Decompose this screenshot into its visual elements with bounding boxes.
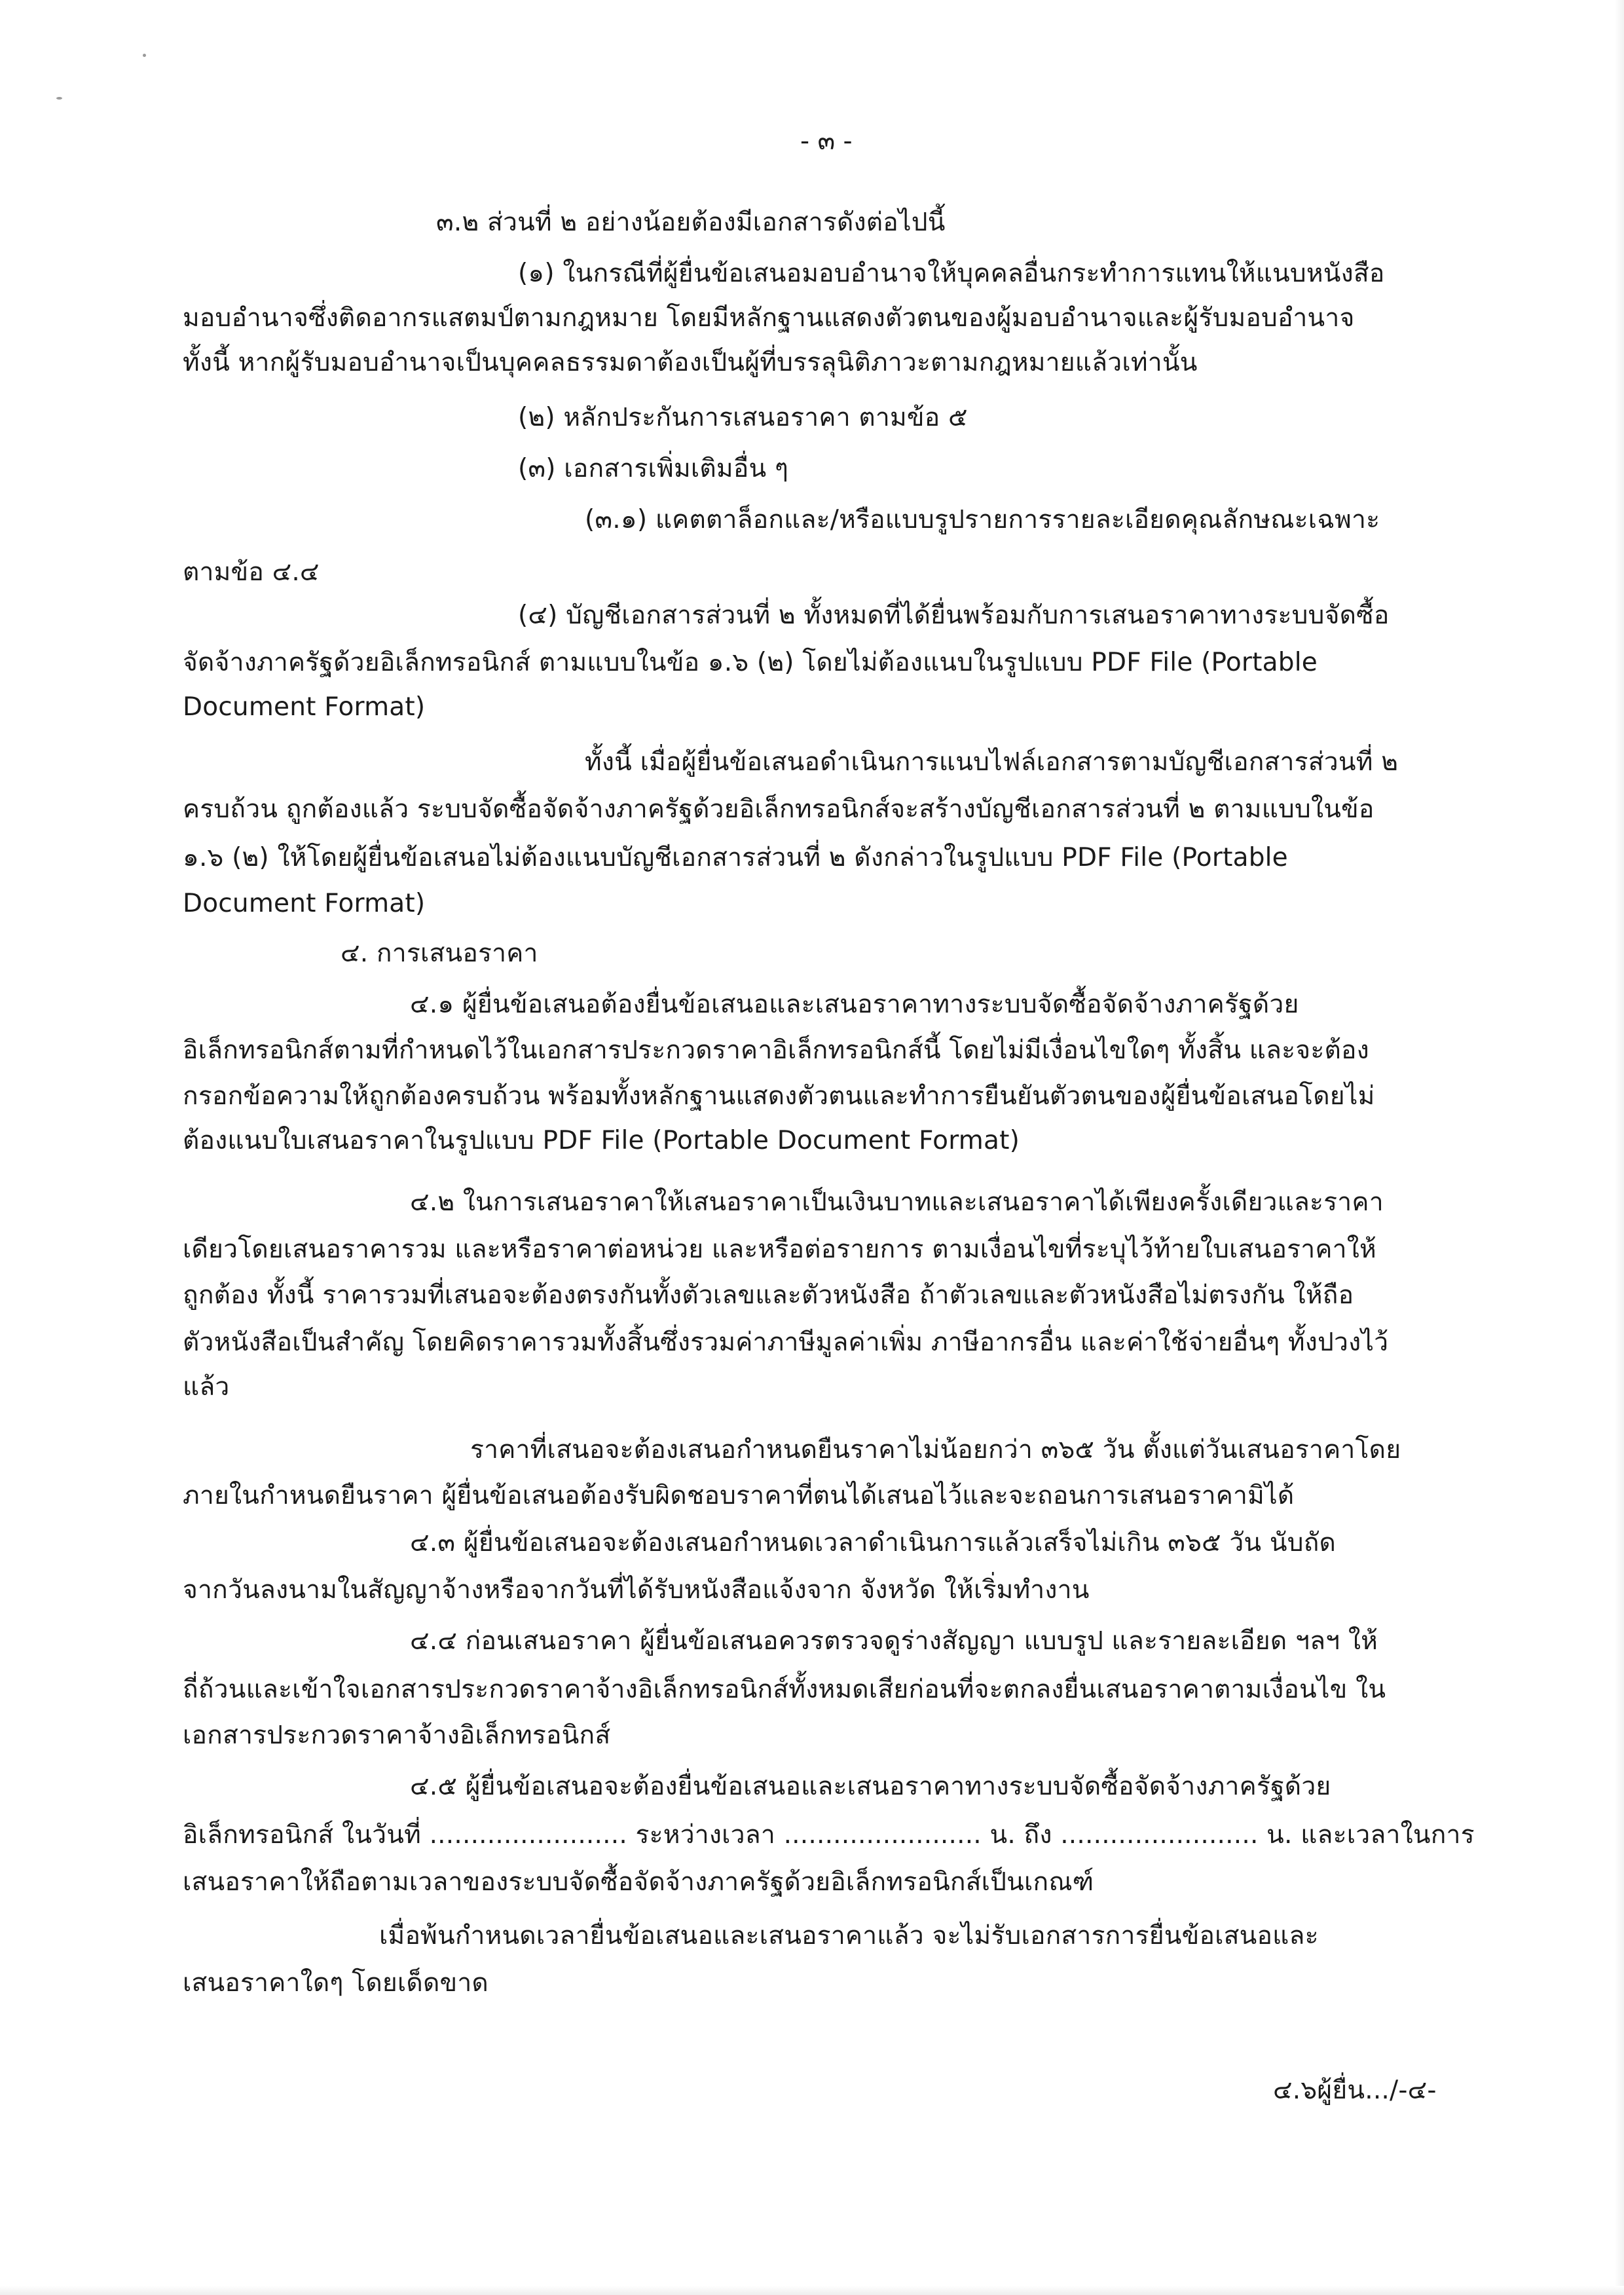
paragraph-line: มอบอำนาจซึ่งติดอากรแสตมป์ตามกฎหมาย โดยมีหลักฐานแสดงตัวตนของผู้มอบอำนาจและผู้รับมอบอำนาจ [183,303,1355,333]
clause-4-4-first-line: ๔.๔ ก่อนเสนอราคา ผู้ยื่นข้อเสนอควรตรวจดูร่างสัญญา แบบรูป และรายละเอียด ฯลฯ ให้ [410,1626,1378,1656]
paragraph-line: เสนอราคาใดๆ โดยเด็ดขาด [183,1968,489,1998]
item-3-1: (๓.๑) แคตตาล็อกและ/หรือแบบรูปรายการรายละเอียดคุณลักษณะเฉพาะ [585,505,1380,534]
paragraph-line: จัดจ้างภาครัฐด้วยอิเล็กทรอนิกส์ ตามแบบในข้อ ๑.๖ (๒) โดยไม่ต้องแนบในรูปแบบ PDF File (Portable [183,648,1318,677]
paragraph-line: ถี่ถ้วนและเข้าใจเอกสารประกวดราคาจ้างอิเล็กทรอนิกส์ทั้งหมดเสียก่อนที่จะตกลงยื่นเสนอราคาตามเงื่อนไข ใน [183,1675,1386,1704]
paragraph-line: กรอกข้อความให้ถูกต้องครบถ้วน พร้อมทั้งหลักฐานแสดงตัวตนและทำการยืนยันตัวตนของผู้ยื่นข้อเสนอโดยไม่ [183,1081,1375,1111]
paragraph-first-line: ราคาที่เสนอจะต้องเสนอกำหนดยืนราคาไม่น้อยกว่า ๓๖๕ วัน ตั้งแต่วันเสนอราคาโดย [470,1435,1401,1465]
paragraph-line: ครบถ้วน ถูกต้องแล้ว ระบบจัดซื้อจัดจ้างภาครัฐด้วยอิเล็กทรอนิกส์จะสร้างบัญชีเอกสารส่วนที่ ๒ ตามแบบในข้อ [183,794,1375,824]
paragraph-line: ทั้งนี้ หากผู้รับมอบอำนาจเป็นบุคคลธรรมดาต้องเป็นผู้ที่บรรลุนิติภาวะตามกฎหมายแล้วเท่านั้น [183,348,1198,377]
paragraph-line: ๑.๖ (๒) ให้โดยผู้ยื่นข้อเสนอไม่ต้องแนบบัญชีเอกสารส่วนที่ ๒ ดังกล่าวในรูปแบบ PDF File (Portable [183,843,1288,872]
paragraph-line: เอกสารประกวดราคาจ้างอิเล็กทรอนิกส์ [183,1721,611,1750]
scan-speck [143,54,146,57]
paragraph-line: ต้องแนบใบเสนอราคาในรูปแบบ PDF File (Portable Document Format) [183,1126,1020,1155]
section-4-heading: ๔. การเสนอราคา [341,939,538,968]
page-number: - ๓ - [800,126,853,156]
paragraph-line: ตามข้อ ๔.๔ [183,557,320,587]
item-3: (๓) เอกสารเพิ่มเติมอื่น ๆ [518,454,789,483]
paragraph-first-line: เมื่อพ้นกำหนดเวลายื่นข้อเสนอและเสนอราคาแล้ว จะไม่รับเอกสารการยื่นข้อเสนอและ [379,1921,1319,1950]
paragraph-line: เดียวโดยเสนอราคารวม และหรือราคาต่อหน่วย และหรือต่อรายการ ตามเงื่อนไขที่ระบุไว้ท้ายใบเสนอราคาให้ [183,1235,1376,1264]
item-1-first-line: (๑) ในกรณีที่ผู้ยื่นข้อเสนอมอบอำนาจให้บุคคลอื่นกระทำการแทนให้แนบหนังสือ [518,259,1385,288]
paragraph-line: Document Format) [183,692,426,722]
paragraph-line: ถูกต้อง ทั้งนี้ ราคารวมที่เสนอจะต้องตรงกันทั้งตัวเลขและตัวหนังสือ ถ้าตัวเลขและตัวหนังสือไม่ตรงกัน ให้ถือ [183,1280,1354,1310]
scan-edge-shadow [1615,0,1624,2295]
paragraph-line: แล้ว [183,1372,230,1402]
scan-bottom-shadow [0,2286,1624,2295]
paragraph-line: ภายในกำหนดยืนราคา ผู้ยื่นข้อเสนอต้องรับผิดชอบราคาที่ตนได้เสนอไว้และจะถอนการเสนอราคามิได้ [183,1481,1295,1510]
clause-4-5-first-line: ๔.๕ ผู้ยื่นข้อเสนอจะต้องยื่นข้อเสนอและเสนอราคาทางระบบจัดซื้อจัดจ้างภาครัฐด้วย [410,1772,1331,1801]
clause-4-1-first-line: ๔.๑ ผู้ยื่นข้อเสนอต้องยื่นข้อเสนอและเสนอราคาทางระบบจัดซื้อจัดจ้างภาครัฐด้วย [410,990,1299,1019]
clause-4-2-first-line: ๔.๒ ในการเสนอราคาให้เสนอราคาเป็นเงินบาทและเสนอราคาได้เพียงครั้งเดียวและราคา [410,1187,1384,1217]
paragraph-line: ตัวหนังสือเป็นสำคัญ โดยคิดราคารวมทั้งสิ้นซึ่งรวมค่าภาษีมูลค่าเพิ่ม ภาษีอากรอื่น และค่าใช้จ่ายอื่นๆ ทั้งปวงไว้ [183,1328,1389,1357]
clause-4-3-first-line: ๔.๓ ผู้ยื่นข้อเสนอจะต้องเสนอกำหนดเวลาดำเนินการแล้วเสร็จไม่เกิน ๓๖๕ วัน นับถัด [410,1528,1337,1558]
scan-speck [56,97,62,100]
paragraph-line-with-blanks: อิเล็กทรอนิกส์ ในวันที่ ........................ ระหว่างเวลา ........................ น. ถึง ........................ น. และเวลาในการ [183,1820,1475,1850]
item-2: (๒) หลักประกันการเสนอราคา ตามข้อ ๕ [518,403,968,432]
item-4-first-line: (๔) บัญชีเอกสารส่วนที่ ๒ ทั้งหมดที่ได้ยื่นพร้อมกับการเสนอราคาทางระบบจัดซื้อ [518,601,1390,630]
section-3-2-heading: ๓.๒ ส่วนที่ ๒ อย่างน้อยต้องมีเอกสารดังต่อไปนี้ [436,208,946,237]
paragraph-line: Document Format) [183,889,426,918]
continuation-footer: ๔.๖ผู้ยื่น.../-๔- [1273,2076,1437,2105]
paragraph-line: จากวันลงนามในสัญญาจ้างหรือจากวันที่ได้รับหนังสือแจ้งจาก จังหวัด ให้เริ่มทำงาน [183,1575,1090,1605]
paragraph-line: เสนอราคาให้ถือตามเวลาของระบบจัดซื้อจัดจ้างภาครัฐด้วยอิเล็กทรอนิกส์เป็นเกณฑ์ [183,1867,1094,1897]
paragraph-first-line: ทั้งนี้ เมื่อผู้ยื่นข้อเสนอดำเนินการแนบไฟล์เอกสารตามบัญชีเอกสารส่วนที่ ๒ [585,747,1399,777]
paragraph-line: อิเล็กทรอนิกส์ตามที่กำหนดไว้ในเอกสารประกวดราคาอิเล็กทรอนิกส์นี้ โดยไม่มีเงื่อนไขใดๆ ทั้งสิ้น และจะต้อง [183,1036,1369,1065]
